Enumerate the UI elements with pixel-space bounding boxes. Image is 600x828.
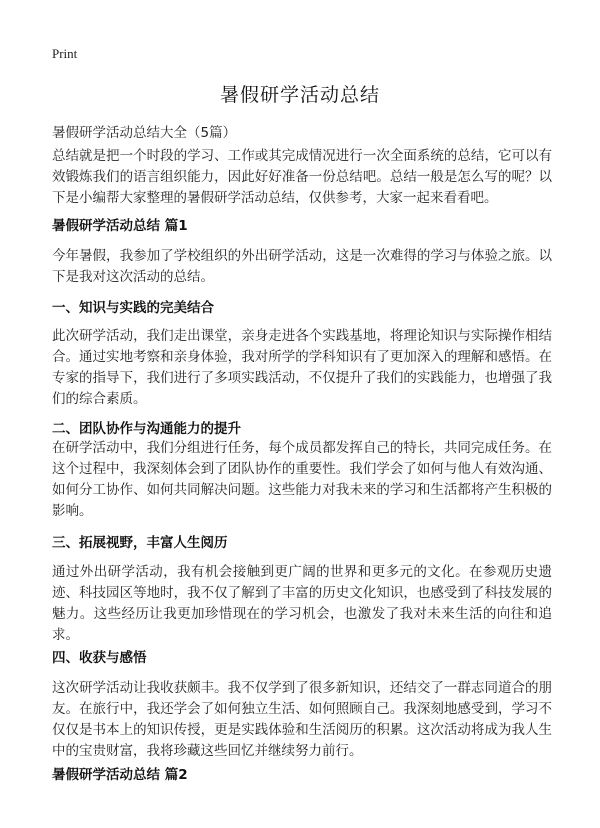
section-4-heading: 四、收获与感悟 xyxy=(52,650,147,666)
section-1-body: 此次研学活动，我们走出课堂，亲身走进各个实践基地，将理论知识与实际操作相结合。通过实地考察和亲身体验，我对所学的学科知识有了更加深入的理解和感悟。在专家的指导下，我们进行了多项实践活动，不仅提升了我们的实践能力，也增强了我们的综合素质。 xyxy=(52,328,552,407)
section-2-heading: 二、团队协作与沟通能力的提升 xyxy=(52,421,241,437)
document-subtitle: 暑假研学活动总结大全（5篇） xyxy=(52,125,237,141)
section-4-body: 这次研学活动让我收获颇丰。我不仅学到了很多新知识，还结交了一群志同道合的朋友。在旅行中，我还学会了如何独立生活、如何照顾自己。我深刻地感受到，学习不仅仅是书本上的知识传授，更是实践体验和生活阅历的积累。这次活动将成为我人生中的宝贵财富，我将珍藏这些回忆并继续努力前行。 xyxy=(52,680,552,759)
print-label: Print xyxy=(52,46,78,61)
section-2-body: 在研学活动中，我们分组进行任务，每个成员都发挥自己的特长，共同完成任务。在这个过程中，我深刻体会到了团队协作的重要性。我们学会了如何与他人有效沟通、如何分工协作、如何共同解决问题。这些能力对我未来的学习和生活都将产生积极的影响。 xyxy=(52,440,552,519)
page-title: 暑假研学活动总结 xyxy=(219,84,380,106)
article-1-opening: 今年暑假，我参加了学校组织的外出研学活动，这是一次难得的学习与体验之旅。以下是我对这次活动的总结。 xyxy=(52,248,552,285)
article-1-heading: 暑假研学活动总结 篇1 xyxy=(52,218,188,234)
section-3-heading: 三、拓展视野，丰富人生阅历 xyxy=(52,535,228,551)
section-3-body: 通过外出研学活动，我有机会接触到更广阔的世界和更多元的文化。在参观历史遗迹、科技园区等地时，我不仅了解到了丰富的历史文化知识，也感受到了科技发展的魅力。这些经历让我更加珍惜现在的学习机会，也激发了我对未来生活的向往和追求。 xyxy=(52,564,552,643)
article-2-heading: 暑假研学活动总结 篇2 xyxy=(52,767,188,783)
section-1-heading: 一、知识与实践的完美结合 xyxy=(52,300,214,316)
intro-paragraph: 总结就是把一个时段的学习、工作或其完成情况进行一次全面系统的总结，它可以有效锻炼我们的语言组织能力，因此好好准备一份总结吧。总结一般是怎么写的呢？以下是小编帮大家整理的暑假研学活动总结，仅供参考，大家一起来看看吧。 xyxy=(52,148,552,206)
